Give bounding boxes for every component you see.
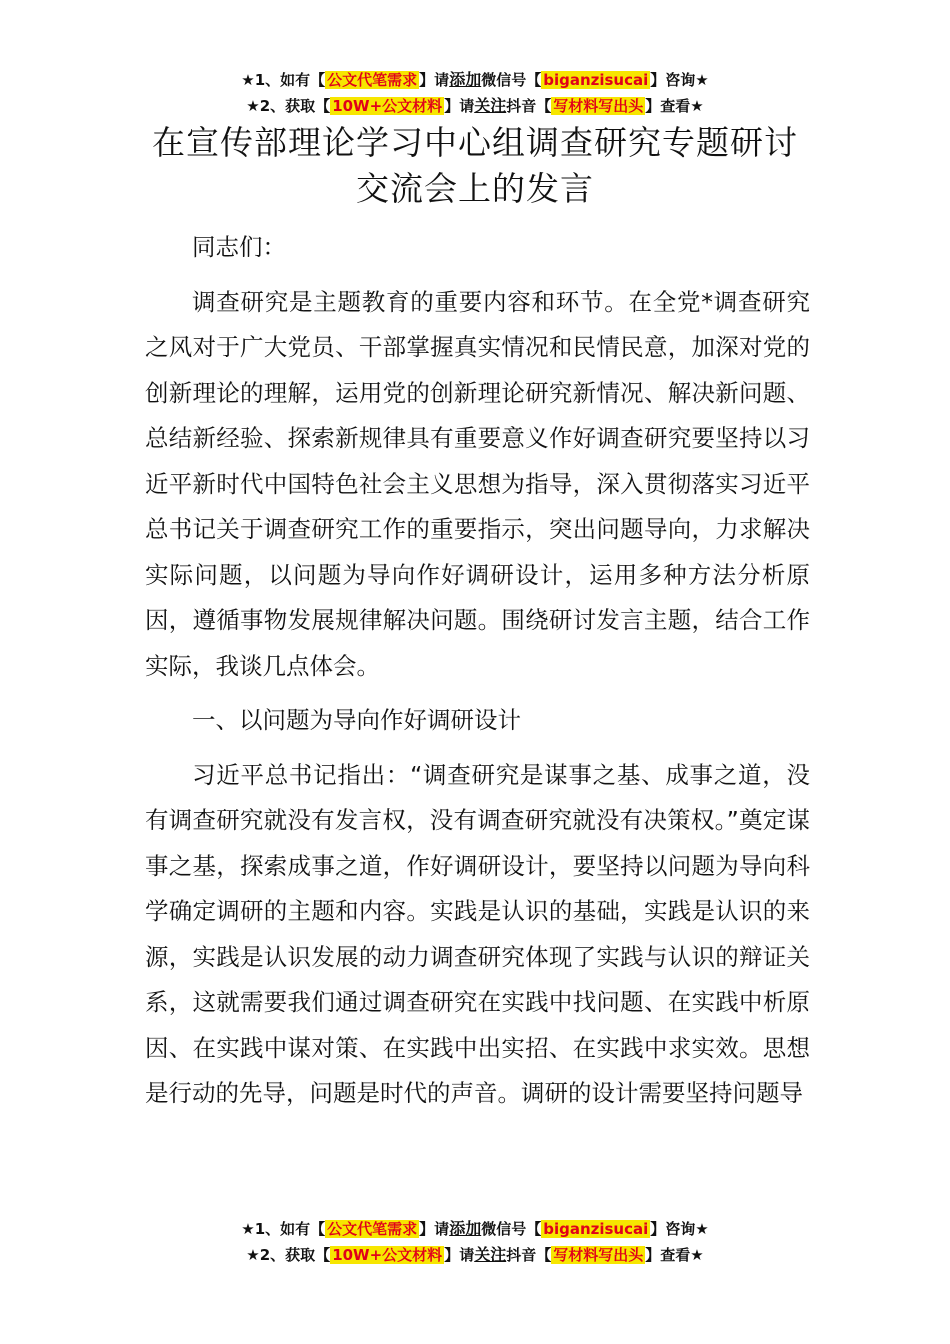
promo-text: ★2、获取【 (246, 1246, 331, 1264)
salutation: 同志们： (192, 233, 286, 261)
promo-highlight: 10W+公文材料 (332, 1246, 443, 1264)
promo-highlight: 10W+公文材料 (332, 97, 443, 115)
promo-text: 抖音【 (506, 97, 552, 115)
promo-text: 】咨询★ (650, 71, 709, 89)
title-line-2: 交流会上的发言 (356, 169, 594, 208)
paragraph-intro: 调查研究是主题教育的重要内容和环节。在全党*调查研究之风对于广大党员、干部掌握真实情况和民情民意，加深对党的创新理论的理解，运用党的创新理论研究新情况、解决新问题、总结新经验、探索新规律具有重要意义作好调查研究要坚持以习近平新时代中国特色社会主义思想为指导，深入贯彻落实习近平总书记关于调查研究工作的重要指示，突出问题导向，力求解决实际问题，以问题为导向作好调研设计，运用多种方法分析原因，遵循事物发展规律解决问题。围绕研讨发言主题，结合工作实际，我谈几点体会。 (145, 287, 810, 680)
promo-highlight: biganzisucai (543, 71, 649, 89)
document-title (100, 120, 850, 212)
promo-text: 微信号【 (481, 71, 542, 89)
title-line-1: 在宣传部理论学习中心组调查研究专题研讨 (152, 123, 798, 162)
promo-underline: 关注 (474, 1245, 507, 1264)
section-heading: 一、以问题为导向作好调研设计 (192, 706, 521, 734)
promo-highlight: biganzisucai (543, 1220, 649, 1238)
promo-text: 】查看★ (645, 1246, 704, 1264)
promo-highlight: 写材料写出头 (553, 97, 644, 115)
promo-text: ★1、如有【 (241, 71, 326, 89)
promo-highlight: 写材料写出头 (553, 1246, 644, 1264)
promo-text: 】查看★ (645, 97, 704, 115)
promo-text: 抖音【 (506, 1246, 552, 1264)
promo-line-2 (0, 93, 950, 119)
promo-underline: 添加 (449, 1219, 482, 1238)
promo-line-2 (0, 1242, 950, 1268)
document-body (145, 225, 810, 1117)
paragraph: 习近平总书记指出：“调查研究是谋事之基、成事之道，没有调查研究就没有发言权，没有调查研究就没有决策权。”奠定谋事之基，探索成事之道，作好调研设计，要坚持以问题为导向科学确定调研的主题和内容。实践是认识的基础，实践是认识的来源，实践是认识发展的动力调查研究体现了实践与认识的辩证关系，这就需要我们通过调查研究在实践中找问题、在实践中析原因、在实践中谋对策、在实践中出实招、在实践中求实效。思想是行动的先导，问题是时代的声音。调研的设计需要坚持问题导 (145, 760, 810, 1107)
promo-highlight: 公文代笔需求 (327, 1220, 418, 1238)
promo-underline: 添加 (449, 70, 482, 89)
promo-text: 】请 (419, 1220, 450, 1238)
promo-text: ★1、如有【 (241, 1220, 326, 1238)
promo-text: 】请 (419, 71, 450, 89)
promo-line-1 (0, 1216, 950, 1242)
promo-text: ★2、获取【 (246, 97, 331, 115)
promo-banner-top (0, 67, 950, 119)
promo-underline: 关注 (474, 96, 507, 115)
promo-banner-bottom (0, 1216, 950, 1268)
promo-highlight: 公文代笔需求 (327, 71, 418, 89)
promo-text: 】咨询★ (650, 1220, 709, 1238)
promo-line-1 (0, 67, 950, 93)
promo-text: 微信号【 (481, 1220, 542, 1238)
promo-text: 】请 (444, 1246, 475, 1264)
promo-text: 】请 (444, 97, 475, 115)
